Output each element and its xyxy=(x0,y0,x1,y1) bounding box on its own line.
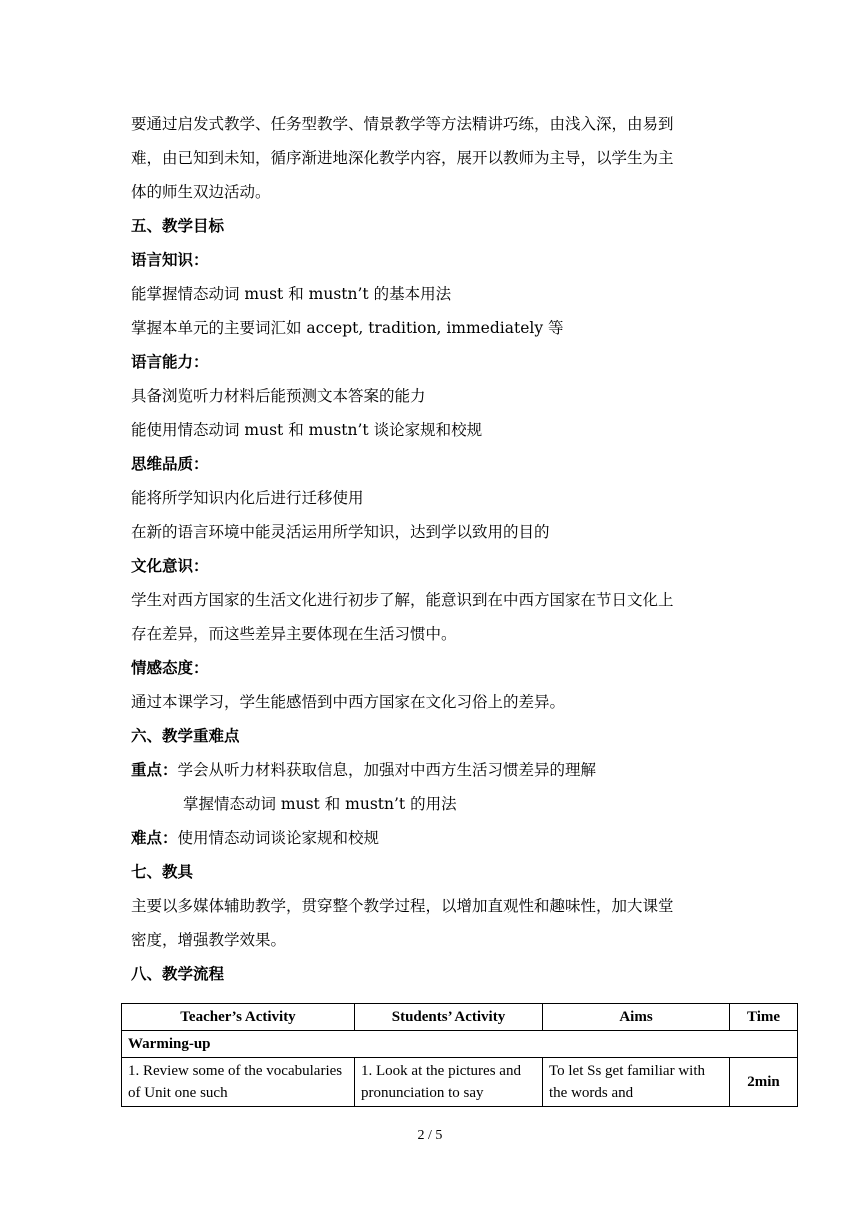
text-line: 学生对西方国家的生活文化进行初步了解，能意识到在中西方国家在节日文化上 xyxy=(131,591,674,609)
subheading: 语言能力： xyxy=(131,352,209,371)
paragraph-line: 要通过启发式教学、任务型教学、情景教学等方法精讲巧练，由浅入深，由易到 xyxy=(131,115,674,133)
header-time: Time xyxy=(730,1004,798,1031)
section-warming-up: Warming-up xyxy=(122,1031,798,1058)
table-section-row xyxy=(122,1031,798,1058)
key-point-text: 学会从听力材料获取信息，加强对中西方生活习惯差异的理解 xyxy=(177,761,597,779)
text-line: 能使用情态动词 must 和 mustn’t 谈论家规和校规 xyxy=(131,421,483,439)
subheading: 思维品质： xyxy=(131,454,209,473)
text-line: 掌握本单元的主要词汇如 accept, tradition, immediately 等 xyxy=(131,319,564,337)
paragraph-line: 体的师生双边活动。 xyxy=(131,183,271,201)
text-line: 主要以多媒体辅助教学，贯穿整个教学过程，以增加直观性和趣味性，加大课堂 xyxy=(131,897,674,915)
subheading: 语言知识： xyxy=(131,250,209,269)
text-line: 通过本课学习，学生能感悟到中西方国家在文化习俗上的差异。 xyxy=(131,693,566,711)
section-heading: 六、教学重难点 xyxy=(131,726,240,745)
text-line: 能掌握情态动词 must 和 mustn’t 的基本用法 xyxy=(131,285,452,303)
section-heading: 八、教学流程 xyxy=(131,964,225,983)
header-aims: Aims xyxy=(543,1004,730,1031)
text-line: 具备浏览听力材料后能预测文本答案的能力 xyxy=(131,387,426,405)
page-number: 2 / 5 xyxy=(417,1128,443,1143)
difficulty-label: 难点： xyxy=(131,828,178,847)
section-heading: 七、教具 xyxy=(131,862,194,881)
difficulty-text: 使用情态动词谈论家规和校规 xyxy=(177,829,380,847)
teacher-cell: 1. Review some of the vocabularies of Unit one such xyxy=(122,1058,355,1107)
teaching-flow-table xyxy=(121,1003,798,1107)
text-line: 存在差异，而这些差异主要体现在生活习惯中。 xyxy=(131,625,457,643)
section-heading: 五、教学目标 xyxy=(131,216,225,235)
key-point-label: 重点： xyxy=(131,760,178,779)
table-row xyxy=(122,1058,798,1107)
paragraph-line: 难，由已知到未知，循序渐进地深化教学内容，展开以教师为主导，以学生为主 xyxy=(131,149,674,167)
subheading: 文化意识： xyxy=(131,556,209,575)
text-line: 能将所学知识内化后进行迁移使用 xyxy=(131,489,364,507)
text-line: 掌握情态动词 must 和 mustn’t 的用法 xyxy=(183,795,457,813)
subheading: 情感态度： xyxy=(131,658,209,677)
header-teacher-activity: Teacher’s Activity xyxy=(122,1004,355,1031)
students-cell: 1. Look at the pictures and pronunciation to say xyxy=(355,1058,543,1107)
table-header-row xyxy=(122,1004,798,1031)
header-students-activity: Students’ Activity xyxy=(355,1004,543,1031)
difficulty-line xyxy=(131,826,379,848)
text-line: 在新的语言环境中能灵活运用所学知识，达到学以致用的目的 xyxy=(131,523,550,541)
key-point-line xyxy=(131,758,596,780)
text-line: 密度，增强教学效果。 xyxy=(131,931,287,949)
aims-cell: To let Ss get familiar with the words and xyxy=(543,1058,730,1107)
time-cell: 2min xyxy=(730,1058,798,1107)
